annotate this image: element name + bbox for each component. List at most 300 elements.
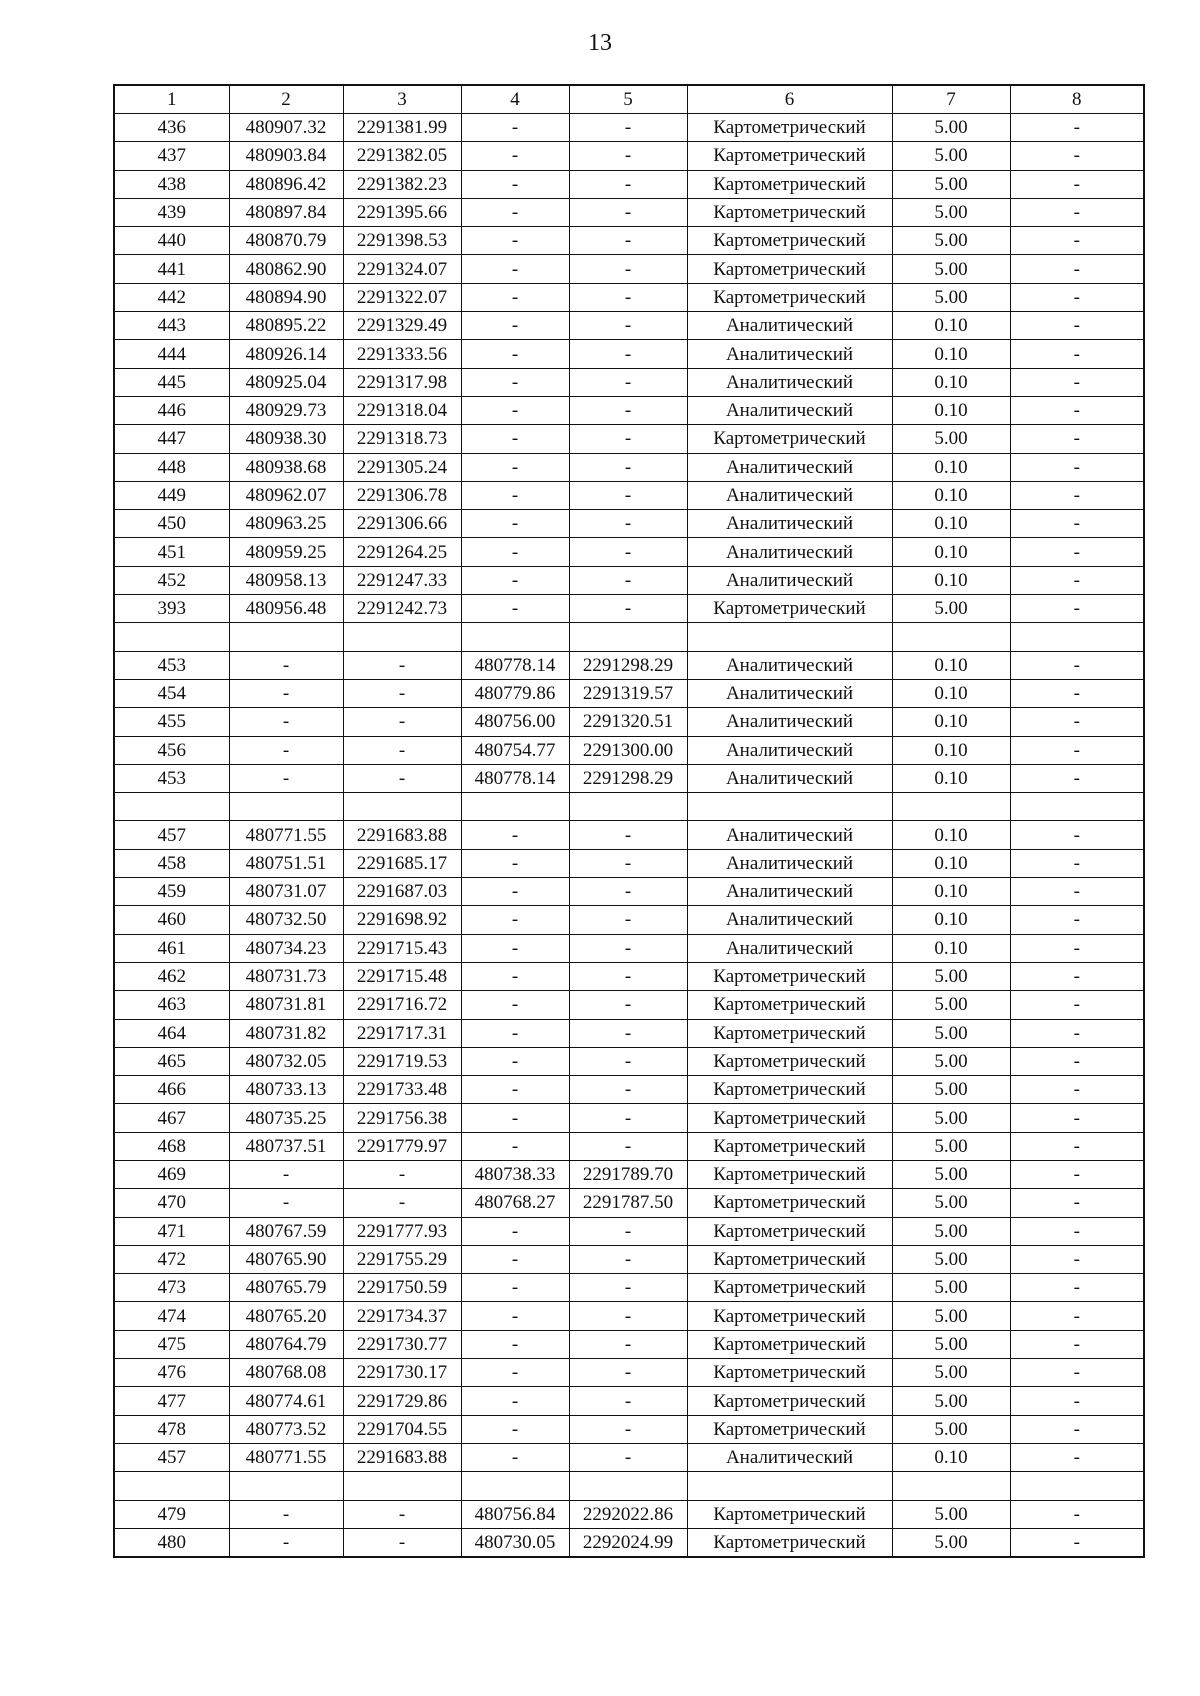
cell-col-1: 454 <box>114 679 229 707</box>
cell-col-3: - <box>343 764 461 792</box>
cell-col-4: - <box>461 1443 569 1471</box>
cell-col-6: Аналитический <box>687 934 892 962</box>
cell-col-4: - <box>461 170 569 198</box>
cell-col-5: - <box>569 906 687 934</box>
cell-col-7: 0.10 <box>892 368 1010 396</box>
cell-col-7: 5.00 <box>892 255 1010 283</box>
table-row <box>114 1302 1144 1330</box>
header-cell-col-6: 6 <box>687 85 892 114</box>
cell-col-8: - <box>1010 934 1144 962</box>
cell-col-5: - <box>569 849 687 877</box>
cell-col-7: 5.00 <box>892 425 1010 453</box>
cell-col-6: Картометрический <box>687 198 892 226</box>
cell-col-7: 5.00 <box>892 1274 1010 1302</box>
cell-col-6: Картометрический <box>687 1302 892 1330</box>
table-row <box>114 227 1144 255</box>
cell-col-1: 470 <box>114 1189 229 1217</box>
cell-col-2: 480768.08 <box>229 1359 343 1387</box>
cell-col-5: - <box>569 878 687 906</box>
cell-col-2: - <box>229 1500 343 1528</box>
cell-col-7: 0.10 <box>892 651 1010 679</box>
cell-col-2: 480774.61 <box>229 1387 343 1415</box>
cell-col-7: 0.10 <box>892 821 1010 849</box>
cell-col-3: - <box>343 651 461 679</box>
cell-col-3: 2291716.72 <box>343 991 461 1019</box>
table-row <box>114 679 1144 707</box>
cell-col-6: Аналитический <box>687 453 892 481</box>
cell-col-8: - <box>1010 170 1144 198</box>
cell-col-2: 480907.32 <box>229 114 343 142</box>
cell-col-7: 0.10 <box>892 934 1010 962</box>
cell-col-5: - <box>569 1217 687 1245</box>
cell-col-6: Аналитический <box>687 312 892 340</box>
cell-col-3: 2291306.78 <box>343 481 461 509</box>
cell-col-6: Картометрический <box>687 1189 892 1217</box>
separator-row <box>114 623 1144 651</box>
table-row <box>114 1245 1144 1273</box>
cell-col-8: - <box>1010 991 1144 1019</box>
table-row <box>114 538 1144 566</box>
cell-col-7: 5.00 <box>892 1500 1010 1528</box>
cell-col-3: 2291382.23 <box>343 170 461 198</box>
cell-col-2: 480732.05 <box>229 1047 343 1075</box>
cell-col-1: 446 <box>114 396 229 424</box>
cell-col-7: 0.10 <box>892 481 1010 509</box>
cell-col-6: Аналитический <box>687 708 892 736</box>
cell-col-5: - <box>569 1047 687 1075</box>
cell-col-8: - <box>1010 708 1144 736</box>
table-row <box>114 368 1144 396</box>
cell-col-1: 438 <box>114 170 229 198</box>
cell-col-7: 5.00 <box>892 1104 1010 1132</box>
cell-col-4: - <box>461 510 569 538</box>
cell-col-5: - <box>569 1443 687 1471</box>
cell-col-7: 0.10 <box>892 736 1010 764</box>
cell-col-8: - <box>1010 962 1144 990</box>
cell-col-5: - <box>569 1274 687 1302</box>
cell-col-3 <box>343 793 461 821</box>
cell-col-5: - <box>569 821 687 849</box>
cell-col-4: - <box>461 227 569 255</box>
cell-col-2: 480938.30 <box>229 425 343 453</box>
cell-col-1: 437 <box>114 142 229 170</box>
cell-col-6: Аналитический <box>687 821 892 849</box>
cell-col-2: 480896.42 <box>229 170 343 198</box>
cell-col-6: Аналитический <box>687 368 892 396</box>
table-row <box>114 142 1144 170</box>
cell-col-2: 480773.52 <box>229 1415 343 1443</box>
table-row <box>114 1189 1144 1217</box>
cell-col-4: 480778.14 <box>461 764 569 792</box>
cell-col-5: - <box>569 1245 687 1273</box>
cell-col-3: 2291715.48 <box>343 962 461 990</box>
cell-col-3: 2291750.59 <box>343 1274 461 1302</box>
cell-col-4: 480768.27 <box>461 1189 569 1217</box>
table-row <box>114 566 1144 594</box>
cell-col-3 <box>343 1472 461 1500</box>
cell-col-8: - <box>1010 1047 1144 1075</box>
table-row <box>114 1160 1144 1188</box>
table-row <box>114 736 1144 764</box>
cell-col-8: - <box>1010 142 1144 170</box>
cell-col-7: 5.00 <box>892 1359 1010 1387</box>
cell-col-4: - <box>461 453 569 481</box>
cell-col-1: 463 <box>114 991 229 1019</box>
cell-col-7: 0.10 <box>892 566 1010 594</box>
cell-col-3: 2291734.37 <box>343 1302 461 1330</box>
cell-col-6: Аналитический <box>687 764 892 792</box>
table-row <box>114 906 1144 934</box>
table-row <box>114 764 1144 792</box>
table-row <box>114 1217 1144 1245</box>
cell-col-1: 444 <box>114 340 229 368</box>
cell-col-3: 2291382.05 <box>343 142 461 170</box>
cell-col-4: - <box>461 1019 569 1047</box>
cell-col-5: - <box>569 227 687 255</box>
cell-col-6: Картометрический <box>687 1415 892 1443</box>
cell-col-4: - <box>461 312 569 340</box>
cell-col-7: 5.00 <box>892 227 1010 255</box>
cell-col-2: 480733.13 <box>229 1076 343 1104</box>
cell-col-2: - <box>229 736 343 764</box>
table-row <box>114 934 1144 962</box>
cell-col-3: - <box>343 1189 461 1217</box>
cell-col-3: - <box>343 708 461 736</box>
cell-col-1: 439 <box>114 198 229 226</box>
cell-col-5: - <box>569 340 687 368</box>
cell-col-2: 480771.55 <box>229 1443 343 1471</box>
cell-col-7: 0.10 <box>892 538 1010 566</box>
separator-row <box>114 793 1144 821</box>
header-cell-col-7: 7 <box>892 85 1010 114</box>
cell-col-7: 5.00 <box>892 595 1010 623</box>
cell-col-4: - <box>461 255 569 283</box>
cell-col-1: 467 <box>114 1104 229 1132</box>
cell-col-5: - <box>569 1019 687 1047</box>
cell-col-2: - <box>229 1189 343 1217</box>
cell-col-4: - <box>461 1217 569 1245</box>
cell-col-8: - <box>1010 1245 1144 1273</box>
cell-col-8: - <box>1010 679 1144 707</box>
table-row <box>114 481 1144 509</box>
cell-col-3: 2291264.25 <box>343 538 461 566</box>
cell-col-3: 2291730.17 <box>343 1359 461 1387</box>
cell-col-8: - <box>1010 878 1144 906</box>
cell-col-3: 2291395.66 <box>343 198 461 226</box>
cell-col-5: - <box>569 481 687 509</box>
cell-col-6: Картометрический <box>687 1019 892 1047</box>
cell-col-7: 5.00 <box>892 1132 1010 1160</box>
coordinates-table <box>113 84 1145 1558</box>
cell-col-2: - <box>229 1160 343 1188</box>
cell-col-6: Аналитический <box>687 906 892 934</box>
cell-col-3: 2291717.31 <box>343 1019 461 1047</box>
table-row <box>114 1132 1144 1160</box>
cell-col-1: 472 <box>114 1245 229 1273</box>
cell-col-3: - <box>343 679 461 707</box>
cell-col-4: - <box>461 1245 569 1273</box>
table-row <box>114 878 1144 906</box>
cell-col-4: - <box>461 1330 569 1358</box>
cell-col-3: 2291242.73 <box>343 595 461 623</box>
cell-col-1: 453 <box>114 651 229 679</box>
cell-col-8: - <box>1010 481 1144 509</box>
cell-col-1: 479 <box>114 1500 229 1528</box>
cell-col-5 <box>569 1472 687 1500</box>
cell-col-3: 2291687.03 <box>343 878 461 906</box>
cell-col-5: - <box>569 453 687 481</box>
cell-col-6: Картометрический <box>687 1330 892 1358</box>
cell-col-5: 2291787.50 <box>569 1189 687 1217</box>
table-row <box>114 1415 1144 1443</box>
table-row <box>114 1528 1144 1557</box>
cell-col-5: - <box>569 1415 687 1443</box>
cell-col-3: 2291715.43 <box>343 934 461 962</box>
cell-col-4 <box>461 793 569 821</box>
cell-col-2: 480735.25 <box>229 1104 343 1132</box>
cell-col-6: Картометрический <box>687 1500 892 1528</box>
cell-col-6: Аналитический <box>687 679 892 707</box>
cell-col-2: 480903.84 <box>229 142 343 170</box>
cell-col-5: - <box>569 1076 687 1104</box>
cell-col-1: 451 <box>114 538 229 566</box>
cell-col-7 <box>892 623 1010 651</box>
cell-col-8: - <box>1010 425 1144 453</box>
cell-col-6: Картометрический <box>687 962 892 990</box>
cell-col-7: 5.00 <box>892 1189 1010 1217</box>
cell-col-6: Картометрический <box>687 114 892 142</box>
table-body <box>114 85 1144 1557</box>
cell-col-7: 0.10 <box>892 764 1010 792</box>
cell-col-2: 480938.68 <box>229 453 343 481</box>
cell-col-8 <box>1010 623 1144 651</box>
table-row <box>114 198 1144 226</box>
cell-col-3: 2291329.49 <box>343 312 461 340</box>
cell-col-2: 480731.81 <box>229 991 343 1019</box>
cell-col-1: 466 <box>114 1076 229 1104</box>
cell-col-1: 475 <box>114 1330 229 1358</box>
cell-col-2: 480956.48 <box>229 595 343 623</box>
cell-col-5: - <box>569 1387 687 1415</box>
cell-col-5: 2291300.00 <box>569 736 687 764</box>
table-row <box>114 1076 1144 1104</box>
cell-col-8: - <box>1010 1076 1144 1104</box>
cell-col-2: 480897.84 <box>229 198 343 226</box>
cell-col-6: Аналитический <box>687 510 892 538</box>
cell-col-6: Картометрический <box>687 227 892 255</box>
cell-col-6: Картометрический <box>687 1047 892 1075</box>
cell-col-5: - <box>569 283 687 311</box>
cell-col-8: - <box>1010 283 1144 311</box>
cell-col-2: 480765.79 <box>229 1274 343 1302</box>
header-cell-col-2: 2 <box>229 85 343 114</box>
cell-col-1: 443 <box>114 312 229 340</box>
table-row <box>114 821 1144 849</box>
cell-col-6: Картометрический <box>687 425 892 453</box>
cell-col-1: 460 <box>114 906 229 934</box>
cell-col-1: 457 <box>114 1443 229 1471</box>
cell-col-6: Картометрический <box>687 170 892 198</box>
cell-col-4: 480754.77 <box>461 736 569 764</box>
cell-col-6: Аналитический <box>687 481 892 509</box>
cell-col-8: - <box>1010 340 1144 368</box>
cell-col-6: Картометрический <box>687 1359 892 1387</box>
cell-col-1: 458 <box>114 849 229 877</box>
cell-col-3: 2291317.98 <box>343 368 461 396</box>
cell-col-7: 0.10 <box>892 849 1010 877</box>
cell-col-1: 436 <box>114 114 229 142</box>
cell-col-2: 480765.20 <box>229 1302 343 1330</box>
cell-col-6: Аналитический <box>687 849 892 877</box>
cell-col-3: 2291685.17 <box>343 849 461 877</box>
table-row <box>114 595 1144 623</box>
cell-col-3: 2291729.86 <box>343 1387 461 1415</box>
cell-col-6: Аналитический <box>687 736 892 764</box>
cell-col-7: 5.00 <box>892 1302 1010 1330</box>
cell-col-4: - <box>461 1132 569 1160</box>
cell-col-4: - <box>461 1047 569 1075</box>
cell-col-7: 5.00 <box>892 283 1010 311</box>
header-cell-col-1: 1 <box>114 85 229 114</box>
cell-col-3: - <box>343 1160 461 1188</box>
cell-col-8: - <box>1010 736 1144 764</box>
cell-col-5: 2291298.29 <box>569 651 687 679</box>
cell-col-7: 0.10 <box>892 510 1010 538</box>
cell-col-1: 448 <box>114 453 229 481</box>
cell-col-2 <box>229 793 343 821</box>
cell-col-5: - <box>569 425 687 453</box>
cell-col-6: Картометрический <box>687 1076 892 1104</box>
cell-col-5: - <box>569 962 687 990</box>
cell-col-3: 2291698.92 <box>343 906 461 934</box>
cell-col-6: Аналитический <box>687 538 892 566</box>
table-row <box>114 510 1144 538</box>
cell-col-1: 461 <box>114 934 229 962</box>
cell-col-2: 480963.25 <box>229 510 343 538</box>
header-cell-col-3: 3 <box>343 85 461 114</box>
cell-col-1: 476 <box>114 1359 229 1387</box>
cell-col-5: 2292022.86 <box>569 1500 687 1528</box>
cell-col-6: Картометрический <box>687 991 892 1019</box>
cell-col-8: - <box>1010 255 1144 283</box>
cell-col-8: - <box>1010 651 1144 679</box>
cell-col-2: 480962.07 <box>229 481 343 509</box>
cell-col-3: 2291324.07 <box>343 255 461 283</box>
cell-col-4: - <box>461 906 569 934</box>
cell-col-1: 449 <box>114 481 229 509</box>
cell-col-2: 480926.14 <box>229 340 343 368</box>
cell-col-8: - <box>1010 1302 1144 1330</box>
cell-col-6: Картометрический <box>687 255 892 283</box>
cell-col-2: 480895.22 <box>229 312 343 340</box>
cell-col-8: - <box>1010 227 1144 255</box>
cell-col-7: 5.00 <box>892 1019 1010 1047</box>
cell-col-2: - <box>229 651 343 679</box>
cell-col-5: - <box>569 1132 687 1160</box>
cell-col-5: - <box>569 170 687 198</box>
cell-col-8: - <box>1010 453 1144 481</box>
cell-col-7: 5.00 <box>892 962 1010 990</box>
table-row <box>114 114 1144 142</box>
table-row <box>114 425 1144 453</box>
table-row <box>114 396 1144 424</box>
cell-col-1: 459 <box>114 878 229 906</box>
table-row <box>114 1019 1144 1047</box>
table-row <box>114 453 1144 481</box>
cell-col-1: 465 <box>114 1047 229 1075</box>
cell-col-4: - <box>461 1274 569 1302</box>
cell-col-6: Картометрический <box>687 142 892 170</box>
cell-col-3: 2291777.93 <box>343 1217 461 1245</box>
cell-col-7: 0.10 <box>892 396 1010 424</box>
cell-col-2: 480731.73 <box>229 962 343 990</box>
cell-col-4: - <box>461 1387 569 1415</box>
cell-col-5: - <box>569 566 687 594</box>
cell-col-4: 480756.84 <box>461 1500 569 1528</box>
cell-col-8: - <box>1010 1160 1144 1188</box>
cell-col-7: 0.10 <box>892 453 1010 481</box>
table-row <box>114 283 1144 311</box>
cell-col-2: 480929.73 <box>229 396 343 424</box>
table-row <box>114 1500 1144 1528</box>
cell-col-4: - <box>461 538 569 566</box>
cell-col-1: 455 <box>114 708 229 736</box>
cell-col-6: Картометрический <box>687 1160 892 1188</box>
cell-col-8: - <box>1010 1443 1144 1471</box>
cell-col-7: 0.10 <box>892 340 1010 368</box>
cell-col-3: 2291719.53 <box>343 1047 461 1075</box>
cell-col-2: 480737.51 <box>229 1132 343 1160</box>
cell-col-7: 5.00 <box>892 1047 1010 1075</box>
cell-col-3: 2291756.38 <box>343 1104 461 1132</box>
cell-col-5: - <box>569 255 687 283</box>
cell-col-3: 2291381.99 <box>343 114 461 142</box>
cell-col-3: 2291683.88 <box>343 821 461 849</box>
cell-col-5: - <box>569 198 687 226</box>
cell-col-1: 469 <box>114 1160 229 1188</box>
cell-col-4: - <box>461 991 569 1019</box>
cell-col-1: 442 <box>114 283 229 311</box>
cell-col-4: - <box>461 142 569 170</box>
cell-col-4: - <box>461 425 569 453</box>
cell-col-3: 2291704.55 <box>343 1415 461 1443</box>
table-row <box>114 170 1144 198</box>
cell-col-2: 480732.50 <box>229 906 343 934</box>
cell-col-1: 450 <box>114 510 229 538</box>
table-row <box>114 312 1144 340</box>
cell-col-3 <box>343 623 461 651</box>
cell-col-8: - <box>1010 198 1144 226</box>
cell-col-4: - <box>461 368 569 396</box>
cell-col-4: - <box>461 114 569 142</box>
cell-col-5: 2292024.99 <box>569 1528 687 1557</box>
cell-col-5: - <box>569 368 687 396</box>
cell-col-1: 440 <box>114 227 229 255</box>
cell-col-3: 2291683.88 <box>343 1443 461 1471</box>
cell-col-2: 480870.79 <box>229 227 343 255</box>
cell-col-1: 447 <box>114 425 229 453</box>
cell-col-2: 480958.13 <box>229 566 343 594</box>
table-row <box>114 1359 1144 1387</box>
cell-col-2: 480767.59 <box>229 1217 343 1245</box>
cell-col-7 <box>892 1472 1010 1500</box>
cell-col-5: - <box>569 1302 687 1330</box>
cell-col-3: 2291779.97 <box>343 1132 461 1160</box>
cell-col-4: 480756.00 <box>461 708 569 736</box>
cell-col-7 <box>892 793 1010 821</box>
cell-col-5 <box>569 623 687 651</box>
cell-col-2: 480862.90 <box>229 255 343 283</box>
